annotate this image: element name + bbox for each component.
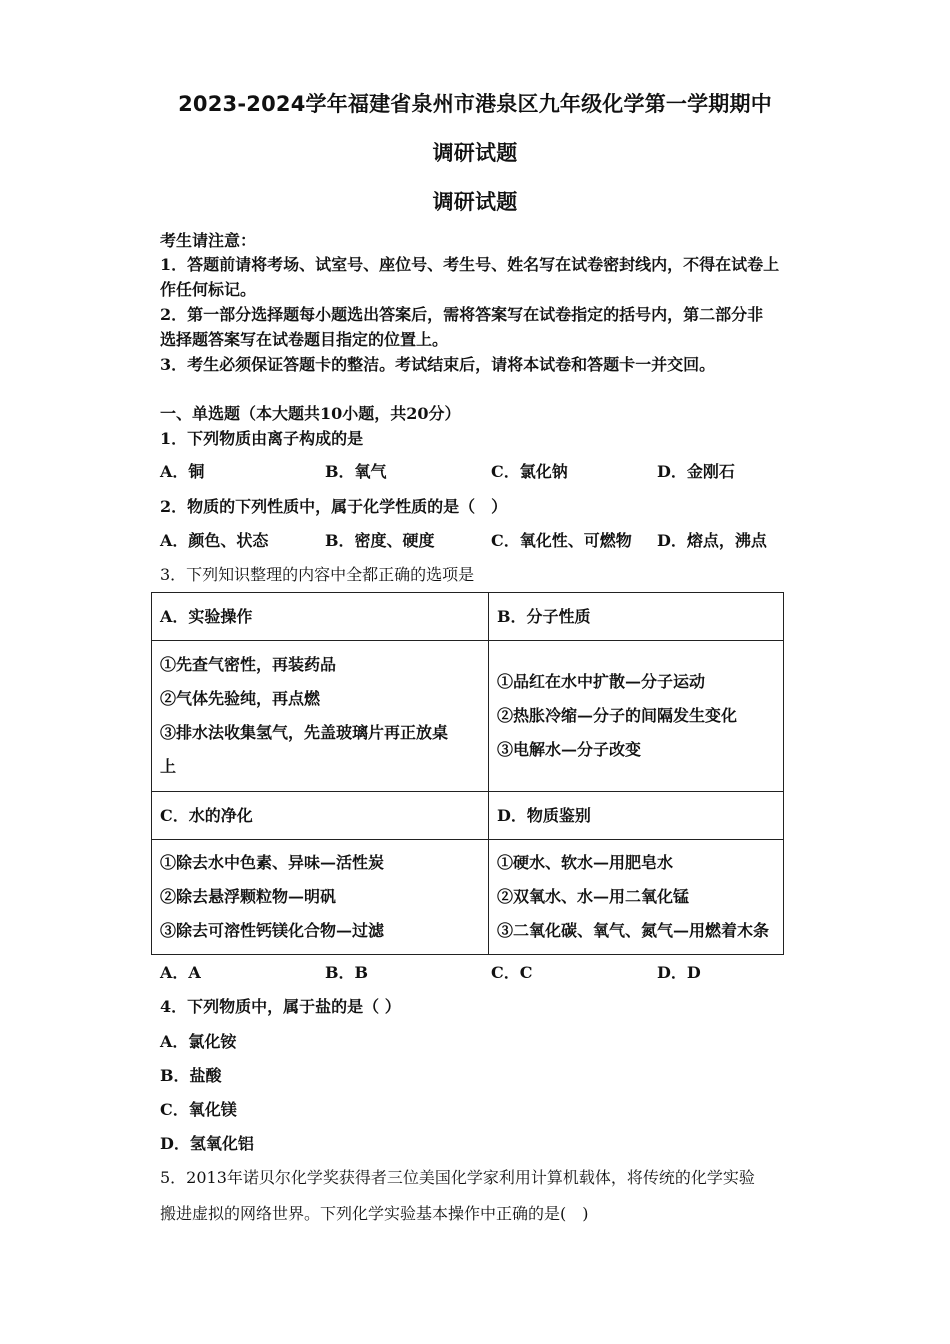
option-b[interactable]: B．盐酸 bbox=[160, 1066, 222, 1085]
page-title: 2023-2024学年福建省泉州市港泉区九年级化学第一学期期中 bbox=[178, 92, 772, 116]
notice-item-1-cont: 作任何标记。 bbox=[160, 280, 257, 299]
option-c[interactable]: C．C bbox=[491, 963, 533, 982]
cell-a-head: A．实验操作 bbox=[152, 593, 489, 641]
option-c[interactable]: C．氧化镁 bbox=[160, 1100, 237, 1119]
cell-d-head: D．物质鉴别 bbox=[489, 792, 784, 840]
notice-item-3: 3．考生必须保证答题卡的整洁。考试结束后，请将本试卷和答题卡一并交回。 bbox=[160, 355, 716, 374]
knowledge-table bbox=[151, 592, 784, 955]
option-a[interactable]: A．A bbox=[160, 963, 201, 982]
list-item: ③电解水—分子改变 bbox=[497, 740, 642, 759]
list-item: ①除去水中色素、异味—活性炭 bbox=[160, 853, 385, 872]
page-subtitle: 调研试题 bbox=[432, 190, 518, 214]
question-stem: 4．下列物质中，属于盐的是（ ） bbox=[160, 997, 401, 1016]
list-item: ③除去可溶性钙镁化合物—过滤 bbox=[160, 921, 385, 940]
list-item: ③二氧化碳、氧气、氮气—用燃着木条 bbox=[497, 921, 770, 940]
notice-item-1: 1．答题前请将考场、试室号、座位号、考生号、姓名写在试卷密封线内，不得在试卷上 bbox=[160, 255, 780, 274]
option-a[interactable]: A．铜 bbox=[160, 462, 205, 481]
section-heading: 一、单选题（本大题共10小题，共20分） bbox=[160, 404, 461, 423]
option-d[interactable]: D．金刚石 bbox=[657, 462, 735, 481]
list-item: 上 bbox=[160, 757, 177, 776]
question-stem-cont: 搬进虚拟的网络世界。下列化学实验基本操作中正确的是( ) bbox=[160, 1204, 589, 1223]
list-item: ②双氧水、水—用二氧化锰 bbox=[497, 887, 690, 906]
option-b[interactable]: B．B bbox=[325, 963, 369, 982]
list-item: ②除去悬浮颗粒物—明矾 bbox=[160, 887, 337, 906]
option-a[interactable]: A．氯化铵 bbox=[160, 1032, 237, 1051]
option-d[interactable]: D．氢氧化铝 bbox=[160, 1134, 254, 1153]
question-stem: 3．下列知识整理的内容中全都正确的选项是 bbox=[160, 565, 475, 584]
list-item: ①先查气密性，再装药品 bbox=[160, 655, 337, 674]
cell-a-items bbox=[152, 641, 489, 792]
option-c[interactable]: C．氯化钠 bbox=[491, 462, 568, 481]
option-d[interactable]: D．熔点，沸点 bbox=[657, 531, 767, 550]
option-b[interactable]: B．密度、硬度 bbox=[325, 531, 435, 550]
notice-item-2-cont: 选择题答案写在试卷题目指定的位置上。 bbox=[160, 330, 449, 349]
cell-c-items bbox=[152, 840, 489, 955]
list-item: ②气体先验纯，再点燃 bbox=[160, 689, 321, 708]
list-item: ③排水法收集氢气，先盖玻璃片再正放桌 bbox=[160, 723, 449, 742]
list-item: ①品红在水中扩散—分子运动 bbox=[497, 672, 706, 691]
option-a[interactable]: A．颜色、状态 bbox=[160, 531, 269, 550]
option-d[interactable]: D．D bbox=[657, 963, 701, 982]
cell-b-head: B．分子性质 bbox=[489, 593, 784, 641]
notice-heading: 考生请注意： bbox=[160, 231, 257, 250]
list-item: ②热胀冷缩—分子的间隔发生变化 bbox=[497, 706, 738, 725]
option-c[interactable]: C．氧化性、可燃物 bbox=[491, 531, 632, 550]
cell-d-items bbox=[489, 840, 784, 955]
list-item: ①硬水、软水—用肥皂水 bbox=[497, 853, 674, 872]
page-title-line2: 调研试题 bbox=[432, 141, 518, 165]
cell-b-items bbox=[489, 641, 784, 792]
question-stem: 5．2013年诺贝尔化学奖获得者三位美国化学家利用计算机载体，将传统的化学实验 bbox=[160, 1168, 755, 1187]
option-b[interactable]: B．氧气 bbox=[325, 462, 387, 481]
cell-c-head: C．水的净化 bbox=[152, 792, 489, 840]
question-stem: 2．物质的下列性质中，属于化学性质的是（ ） bbox=[160, 497, 508, 516]
notice-item-2: 2．第一部分选择题每小题选出答案后，需将答案写在试卷指定的括号内，第二部分非 bbox=[160, 305, 764, 324]
question-stem: 1．下列物质由离子构成的是 bbox=[160, 429, 364, 448]
